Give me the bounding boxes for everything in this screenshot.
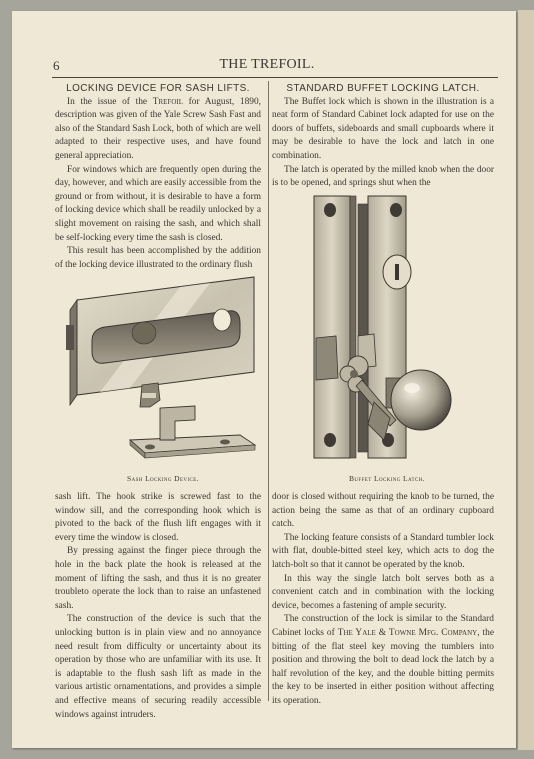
paragraph: In the issue of the Trefoil for August, 1890, description was given of the Yale Screw Sash Fast and also of the Standard Sash Lock, both of which are well adapted to their respective uses, and have found general appreciation. xyxy=(55,96,262,161)
paragraph: The construction of the device is such that the unlocking button is in plain view and no annoyance need result from difficulty or uncertainty about its operation by those who are unfamiliar with its use. It is adaptable to the flush sash lift as made in the various artistic ornamentations, and provides a simple and effective means of securing readily accessible windows against intruders. xyxy=(55,614,261,720)
page-number: 6 xyxy=(53,58,60,73)
sash-caption: Sash Locking Device. xyxy=(127,474,199,483)
left-column-bottom xyxy=(55,491,261,722)
paragraph: By pressing against the finger piece through the hole in the back plate the hook is released at the moment of lifting the sash, and thus it is no greater troubleto operate the lock than to raise an unfastened sash. xyxy=(55,546,261,611)
paragraph: For windows which are frequently open during the day, however, and which are easily accessible from the ground or from without, it is desirable to have a form of locking device which shall be readily unlocked by a slight movement on raising the sash, and which shall be self-locking every time the sash is closed. xyxy=(55,164,261,243)
column-divider xyxy=(268,81,269,701)
section-heading-buffet: STANDARD BUFFET LOCKING LATCH. xyxy=(286,83,480,94)
paragraph: The locking feature consists of a Standard tumbler lock with flat, double-bitted steel key, which acts to dog the latch-bolt so that it cannot be operated by the knob. xyxy=(272,532,494,570)
page-title: THE TREFOIL. xyxy=(219,57,315,72)
right-column-top xyxy=(272,82,494,191)
adjacent-page-edge xyxy=(518,10,534,750)
paragraph: sash lift. The hook strike is screwed fast to the window sill, and the corresponding hook which is pivoted to the back of the flush lift engages with it every time the window is closed. xyxy=(55,492,261,543)
paragraph: The latch is operated by the milled knob when the door is to be opened, and springs shut when the xyxy=(272,164,494,189)
buffet-caption: Buffet Locking Latch. xyxy=(349,474,425,483)
header-rule xyxy=(52,77,498,78)
right-column-bottom xyxy=(272,491,494,709)
sash-locking-device-illustration xyxy=(60,275,265,465)
paragraph: In this way the single latch bolt serves both as a convenient catch and in combination with the locking device, becomes a fastening of ample security. xyxy=(272,573,494,611)
paragraph: door is closed without requiring the knob to be turned, the action being the same as that of an ordinary cupboard catch. xyxy=(272,492,494,530)
section-heading-sash: LOCKING DEVICE FOR SASH LIFTS. xyxy=(66,83,250,94)
paragraph: The construction of the lock is similar to the Standard Cabinet locks of The Yale & Towne Mfg. Company, the bitting of the flat steel key moving the tumblers into position and throwing the bolt to dead lock the latch by a half revolution of the key, and the double bitting permits the key to be inserted in either position without affecting its operation. xyxy=(272,614,494,706)
paragraph: This result has been accomplished by the addition of the locking device illustrated to the ordinary flush xyxy=(55,246,261,270)
left-column-top xyxy=(55,82,261,272)
paragraph: The Buffet lock which is shown in the illustration is a neat form of Standard Cabinet lock adapted for use on the doors of buffets, sideboards and small cupboards where it may be desirable to have the lock and latch in one combination. xyxy=(272,96,494,161)
buffet-locking-latch-illustration xyxy=(296,188,486,470)
